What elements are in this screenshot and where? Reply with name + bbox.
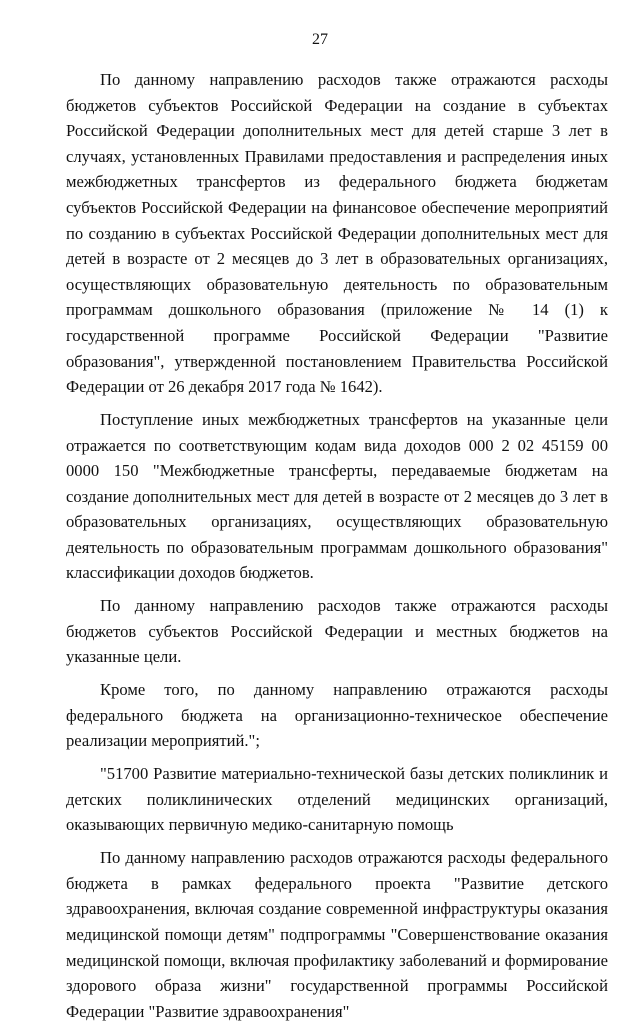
paragraph-4: Кроме того, по данному направлению отражаются расходы федерального бюджета на организационно-техническое обеспечение реализации мероприятий.";	[66, 680, 608, 751]
paragraph-1: По данному направлению расходов также отражаются расходы бюджетов субъектов Российской Федерации на создание в субъектах Российской Федерации дополнительных мест для детей старше 3 лет в случаях, установленных Правилами предоставления и распределения иных межбюджетных трансфертов из федерального бюджета бюджетам субъектов Российской Федерации на финансовое обеспечение мероприятий по созданию в субъектах Российской Федерации дополнительных мест для детей в возрасте от 2 месяцев до 3 лет в образовательных организациях, осуществляющих образовательную деятельность по образовательным программам дошкольного образования (приложение № 14 (1) к государственной программе Российской Федерации "Развитие образования", утвержденной постановлением Правительства Российской Федерации от 26 декабря 2017 года № 1642).	[66, 70, 608, 397]
paragraph-3: По данному направлению расходов также отражаются расходы бюджетов субъектов Российской Федерации и местных бюджетов на указанные цели.	[66, 596, 608, 667]
paragraph-2: Поступление иных межбюджетных трансфертов на указанные цели отражается по соответствующим кодам вида доходов 000 2 02 45159 00 0000 150 "Межбюджетные трансферты, передаваемые бюджетам на создание дополнительных мест для детей в возрасте от 2 месяцев до 3 лет в образовательных организациях, осуществляющих образовательную деятельность по образовательным программам дошкольного образования" классификации доходов бюджетов.	[66, 409, 608, 583]
paragraph-5: "51700 Развитие материально-технической базы детских поликлиник и детских поликлинических отделений медицинских организаций, оказывающих первичную медико-санитарную помощь	[66, 764, 608, 835]
page-number: 27	[312, 31, 328, 48]
paragraph-6: По данному направлению расходов отражаются расходы федерального бюджета в рамках федерального проекта "Развитие детского здравоохранения, включая создание современной инфраструктуры оказания медицинской помощи детям" подпрограммы "Совершенствование оказания медицинской помощи, включая профилактику заболеваний и формирование здорового образа жизни" государственной программы Российской Федерации "Развитие здравоохранения"	[66, 848, 608, 1021]
document-body	[66, 67, 608, 1032]
